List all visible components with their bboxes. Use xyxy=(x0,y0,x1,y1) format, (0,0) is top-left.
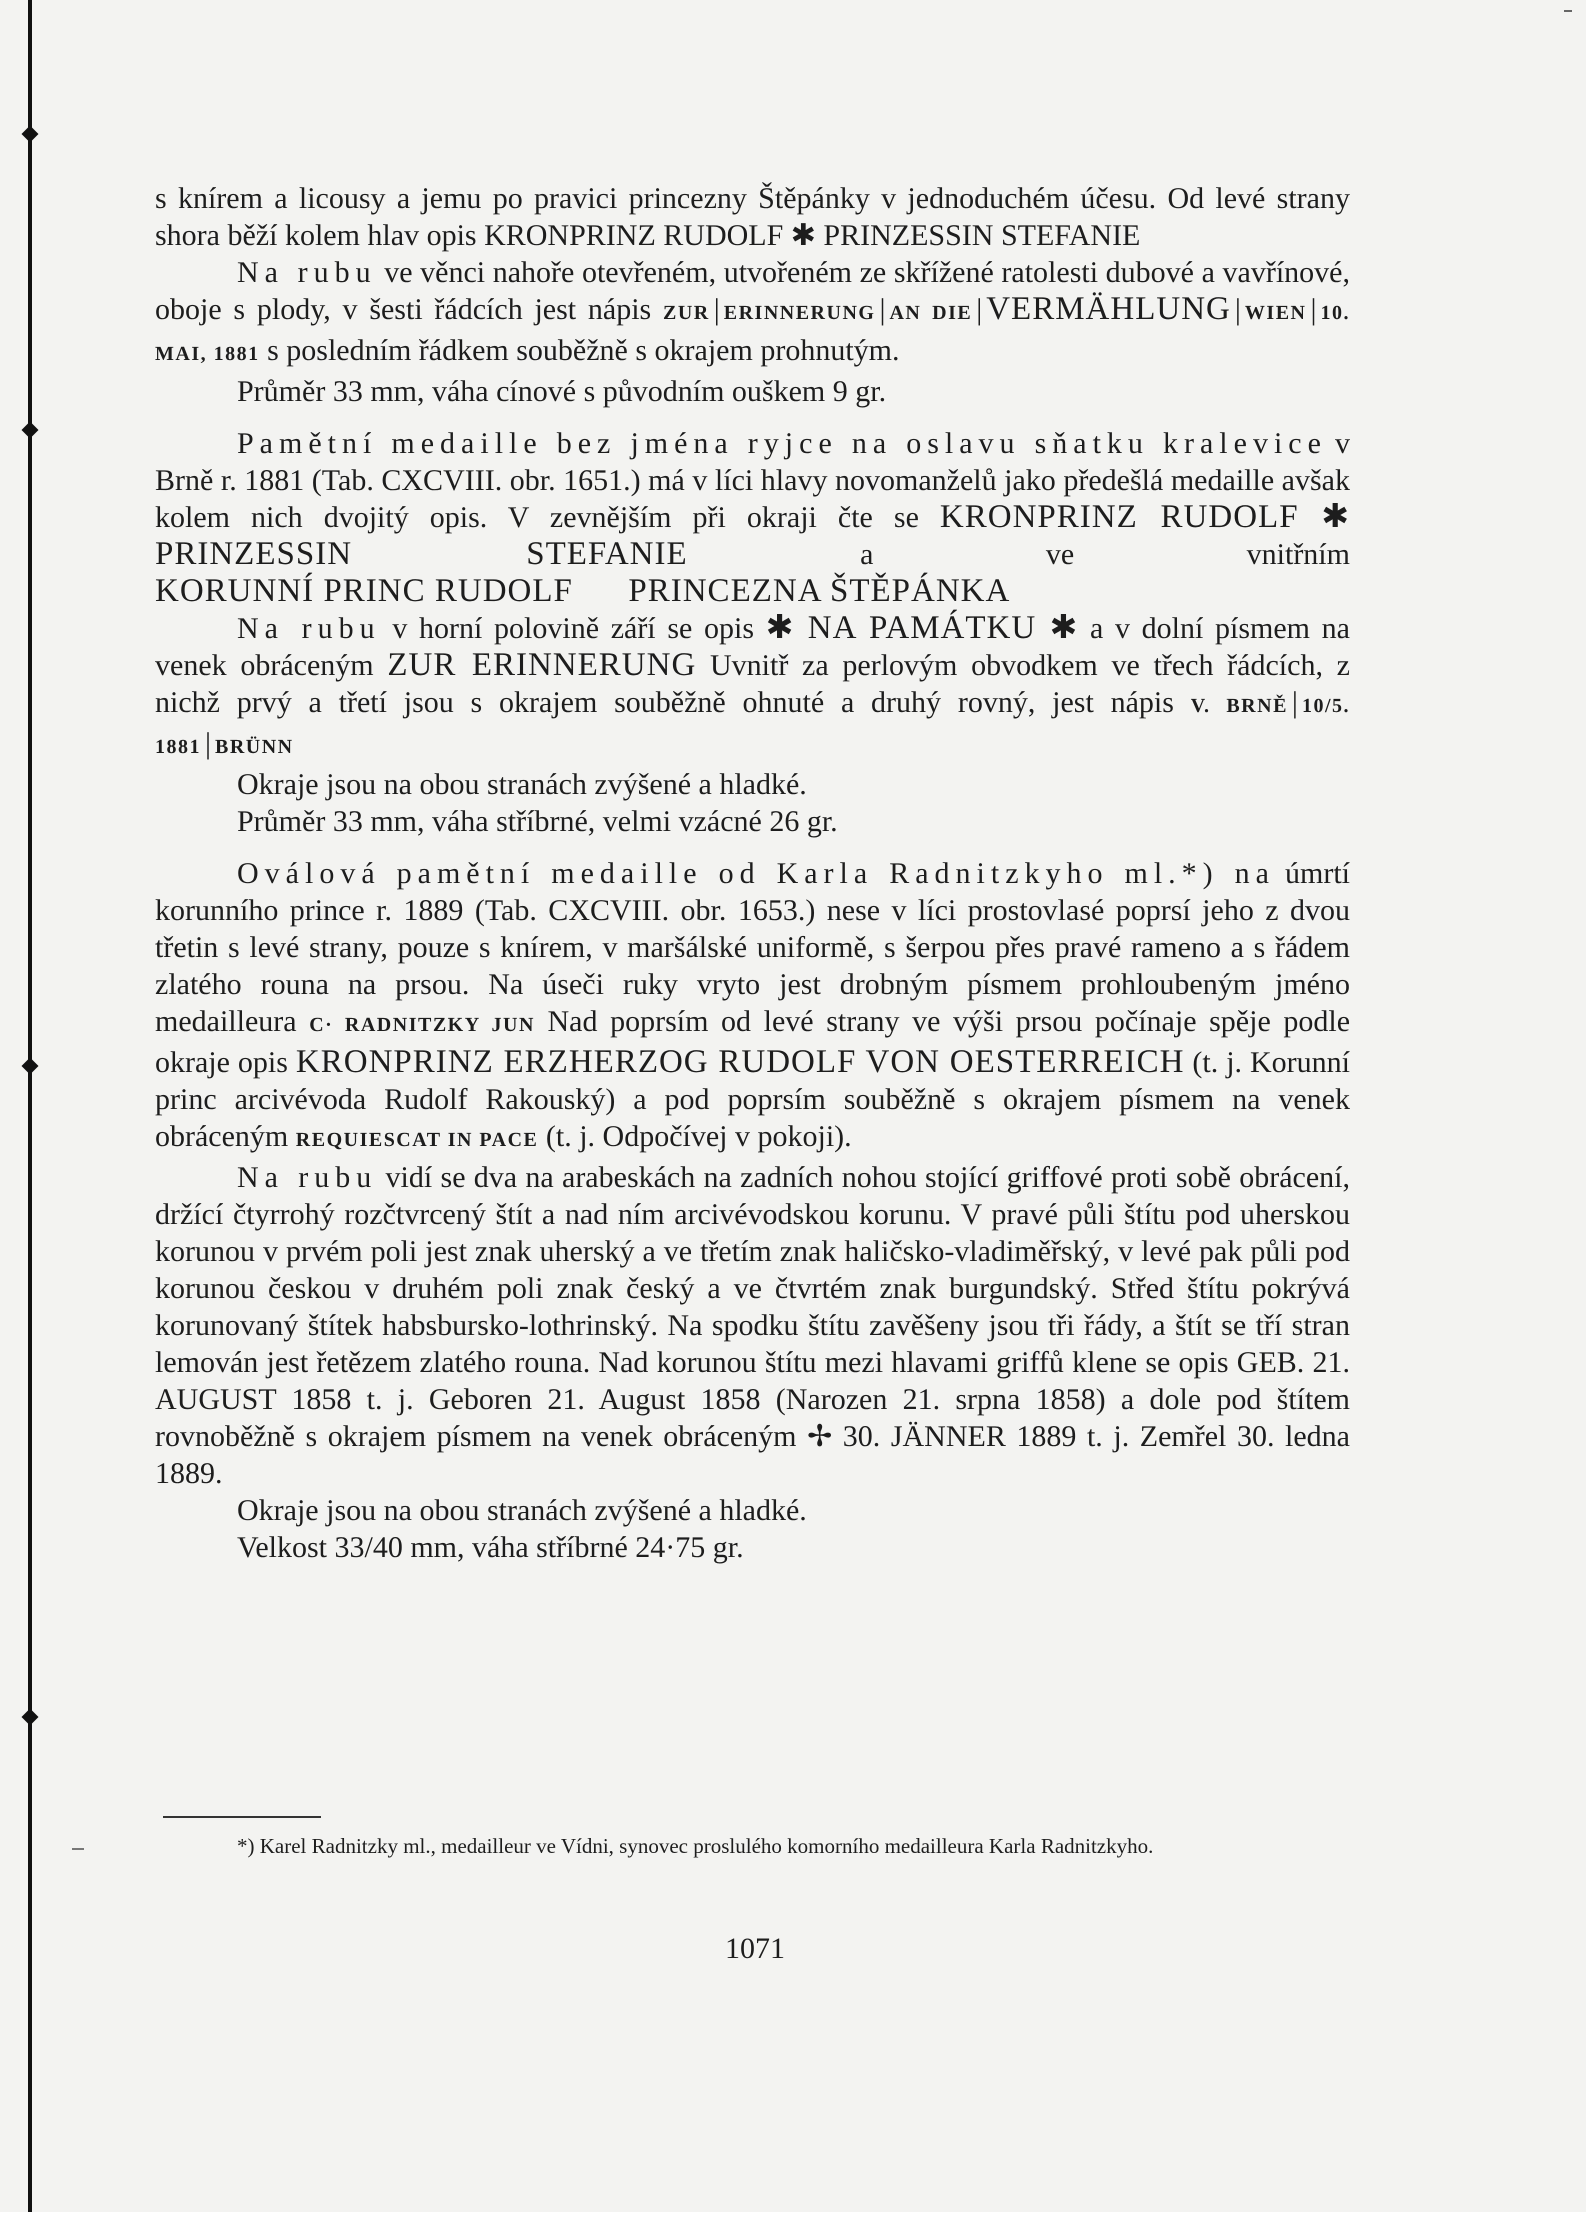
medal-legend: GEB. 21. AUGUST 1858 xyxy=(155,1346,1351,1416)
line-separator: | xyxy=(976,293,983,326)
paragraph xyxy=(155,1492,1350,1529)
paragraph-text: ve věnci nahoře otevřeném, utvořeném ze skřížené ratolesti dubové a vavřínové, oboje s plody, v šesti řádcích jest nápis xyxy=(155,256,1350,326)
paragraph-text: úmrtí korunního prince r. 1889 (Tab. CXCVIII. obr. 1653.) nese v líci prostovlasé poprsí jeho z dvou třetin s levé strany, pouze s knírem, v maršálské uniformě, s šerpou přes pravé rameno a s řádem zlatého rouna na prsou. Na úseči ruky vryto jest drobným písmem prohloubeným jméno medailleura xyxy=(155,857,1350,1038)
binding-line xyxy=(28,0,32,2212)
binding-mark xyxy=(22,1058,39,1075)
medal-legend: ✱ NA PAMÁTKU ✱ xyxy=(765,610,1079,646)
paragraph-text: v horní polovině září se opis xyxy=(380,612,766,645)
paragraph-text: a ve vnitřním xyxy=(687,538,1350,571)
inscription-line: V. BRNĚ xyxy=(1190,695,1288,717)
binding-mark xyxy=(22,1709,39,1726)
paragraph-text: (t. j. Korunní princ arcivévoda Rudolf Rakouský) a pod poprsím souběžně s okrajem písmem na venek obráceným xyxy=(155,1046,1351,1153)
paragraph-text: (t. j. Odpočívej v pokoji). xyxy=(538,1120,852,1153)
paragraph xyxy=(155,425,1350,610)
inscription-line: 10/5. 1881 xyxy=(155,695,1350,758)
line-separator: | xyxy=(1310,293,1317,326)
inscription-line: BRÜNN xyxy=(215,736,294,758)
inscription-line: WIEN xyxy=(1244,302,1307,324)
paragraph-text: Uvnitř za perlovým obvodkem ve třech řádcích, z nichž prvý a třetí jsou s okrajem souběžně ohnuté a druhý rovný, jest nápis xyxy=(155,649,1350,719)
medal-legend: KRONPRINZ ERZHERZOG RUDOLF VON OESTERREICH xyxy=(295,1044,1185,1080)
medailleur-signature: C· RADNITZKY JUN xyxy=(309,1014,535,1036)
paragraph xyxy=(155,373,1350,410)
paragraph xyxy=(155,1159,1350,1492)
paragraph-text: Průměr 33 mm, váha stříbrné, velmi vzácné 26 gr. xyxy=(237,805,838,838)
binding-mark xyxy=(22,422,39,439)
inscription-line: AN DIE xyxy=(889,302,973,324)
paragraph-text: t. j. Geboren 21. August 1858 (Narozen 21. srpna 1858) a dole pod štítem rovnoběžně s okrajem písmem na venek obráceným xyxy=(155,1383,1350,1453)
spaced-lead: Pamětní medaille bez jména ryjce na oslavu sňatku kralevice xyxy=(237,427,1327,460)
paragraph-text: Okraje jsou na obou stranách zvýšené a hladké. xyxy=(237,768,807,801)
paragraph-text: a v dolní písmem na venek obráceným xyxy=(155,612,1350,682)
edge-tick xyxy=(1564,10,1572,12)
footnote: *) Karel Radnitzky ml., medailleur ve Vídni, synovec proslulého komorního medailleura Karla Radnitzkyho. xyxy=(237,1834,1154,1858)
paragraph-text: t. j. Zemřel 30. ledna 1889. xyxy=(155,1420,1350,1490)
spaced-lead: Na rubu xyxy=(237,1161,378,1194)
medal-legend: KORUNNÍ PRINC RUDOLF PRINCEZNA ŠTĚPÁNKA xyxy=(155,573,1011,609)
body-text xyxy=(155,180,1350,1566)
paragraph xyxy=(155,254,1350,373)
paragraph-text: Nad poprsím od levé strany ve výši prsou počínaje spěje podle okraje opis xyxy=(155,1005,1351,1079)
page-number: 1071 xyxy=(725,1932,785,1965)
paragraph xyxy=(155,855,1350,1159)
paragraph xyxy=(155,610,1350,766)
binding-mark xyxy=(22,126,39,143)
paragraph-text: Velkost 33/40 mm, váha stříbrné 24·75 gr. xyxy=(237,1531,744,1564)
line-separator: | xyxy=(879,293,886,326)
spaced-lead: Na rubu xyxy=(237,612,381,645)
spaced-lead: Na rubu xyxy=(237,256,377,289)
inscription-line: VERMÄHLUNG xyxy=(986,291,1231,327)
inscription-line: 10. MAI, 1881 xyxy=(155,302,1350,365)
line-separator: | xyxy=(1291,686,1298,719)
footnote-rule xyxy=(163,1816,321,1818)
paragraph-text: Okraje jsou na obou stranách zvýšené a hladké. xyxy=(237,1494,807,1527)
paragraph-text: Průměr 33 mm, váha cínové s původním ouškem 9 gr. xyxy=(237,375,887,408)
inscription-line: ERINNERUNG xyxy=(723,302,876,324)
paragraph xyxy=(155,1529,1350,1566)
inscription-line: ZUR xyxy=(663,302,710,324)
medal-legend: ZUR ERINNERUNG xyxy=(387,647,697,683)
line-separator: | xyxy=(1234,293,1241,326)
paragraph-text: v Brně r. 1881 (Tab. CXCVIII. obr. 1651.) má v líci hlavy novomanželů jako předešlá medaille avšak kolem nich dvojitý opis. V zevnějším při okraji čte se xyxy=(155,427,1351,534)
medal-legend: ✢ 30. JÄNNER 1889 xyxy=(807,1420,1077,1453)
paragraph-text: s posledním řádkem souběžně s okrajem prohnutým. xyxy=(259,334,900,367)
spaced-lead: Oválová pamětní medaille od Karla Radnitzkyho ml.*) na xyxy=(237,857,1275,890)
paragraph-text: s knírem a licousy a jemu po pravici princezny Štěpánky v jednoduchém účesu. Od levé strany shora běží kolem hlav opis KRONPRINZ RUDOLF ✱ PRINZESSIN STEFANIE xyxy=(155,182,1350,252)
paragraph xyxy=(155,180,1350,254)
line-separator: | xyxy=(205,727,212,760)
margin-dash xyxy=(72,1848,84,1850)
line-separator: | xyxy=(713,293,720,326)
medal-legend: REQUIESCAT IN PACE xyxy=(295,1129,539,1151)
paragraph-text: vidí se dva na arabeskách na zadních nohou stojící griffové proti sobě obrácení, držící čtyrrohý rozčtvrcený štít a nad ním arcivévodskou korunu. V pravé půli štítu pod uherskou korunou v prvém poli jest znak uherský a ve třetím znak haličsko-vladiměřský, v levé pak půli pod korunou českou v druhém poli znak český a ve čtvrtém znak burgundský. Střed štítu pokrývá korunovaný štítek habsbursko-lothrinský. Na spodku štítu zavěšeny jsou tři řády, a štít se tří stran lemován jest řetězem zlatého rouna. Nad korunou štítu mezi hlavami griffů klene se opis xyxy=(155,1161,1350,1379)
paragraph xyxy=(155,803,1350,840)
medal-legend: KRONPRINZ RUDOLF ✱ PRINZESSIN STEFANIE xyxy=(155,499,1350,572)
paragraph xyxy=(155,766,1350,803)
